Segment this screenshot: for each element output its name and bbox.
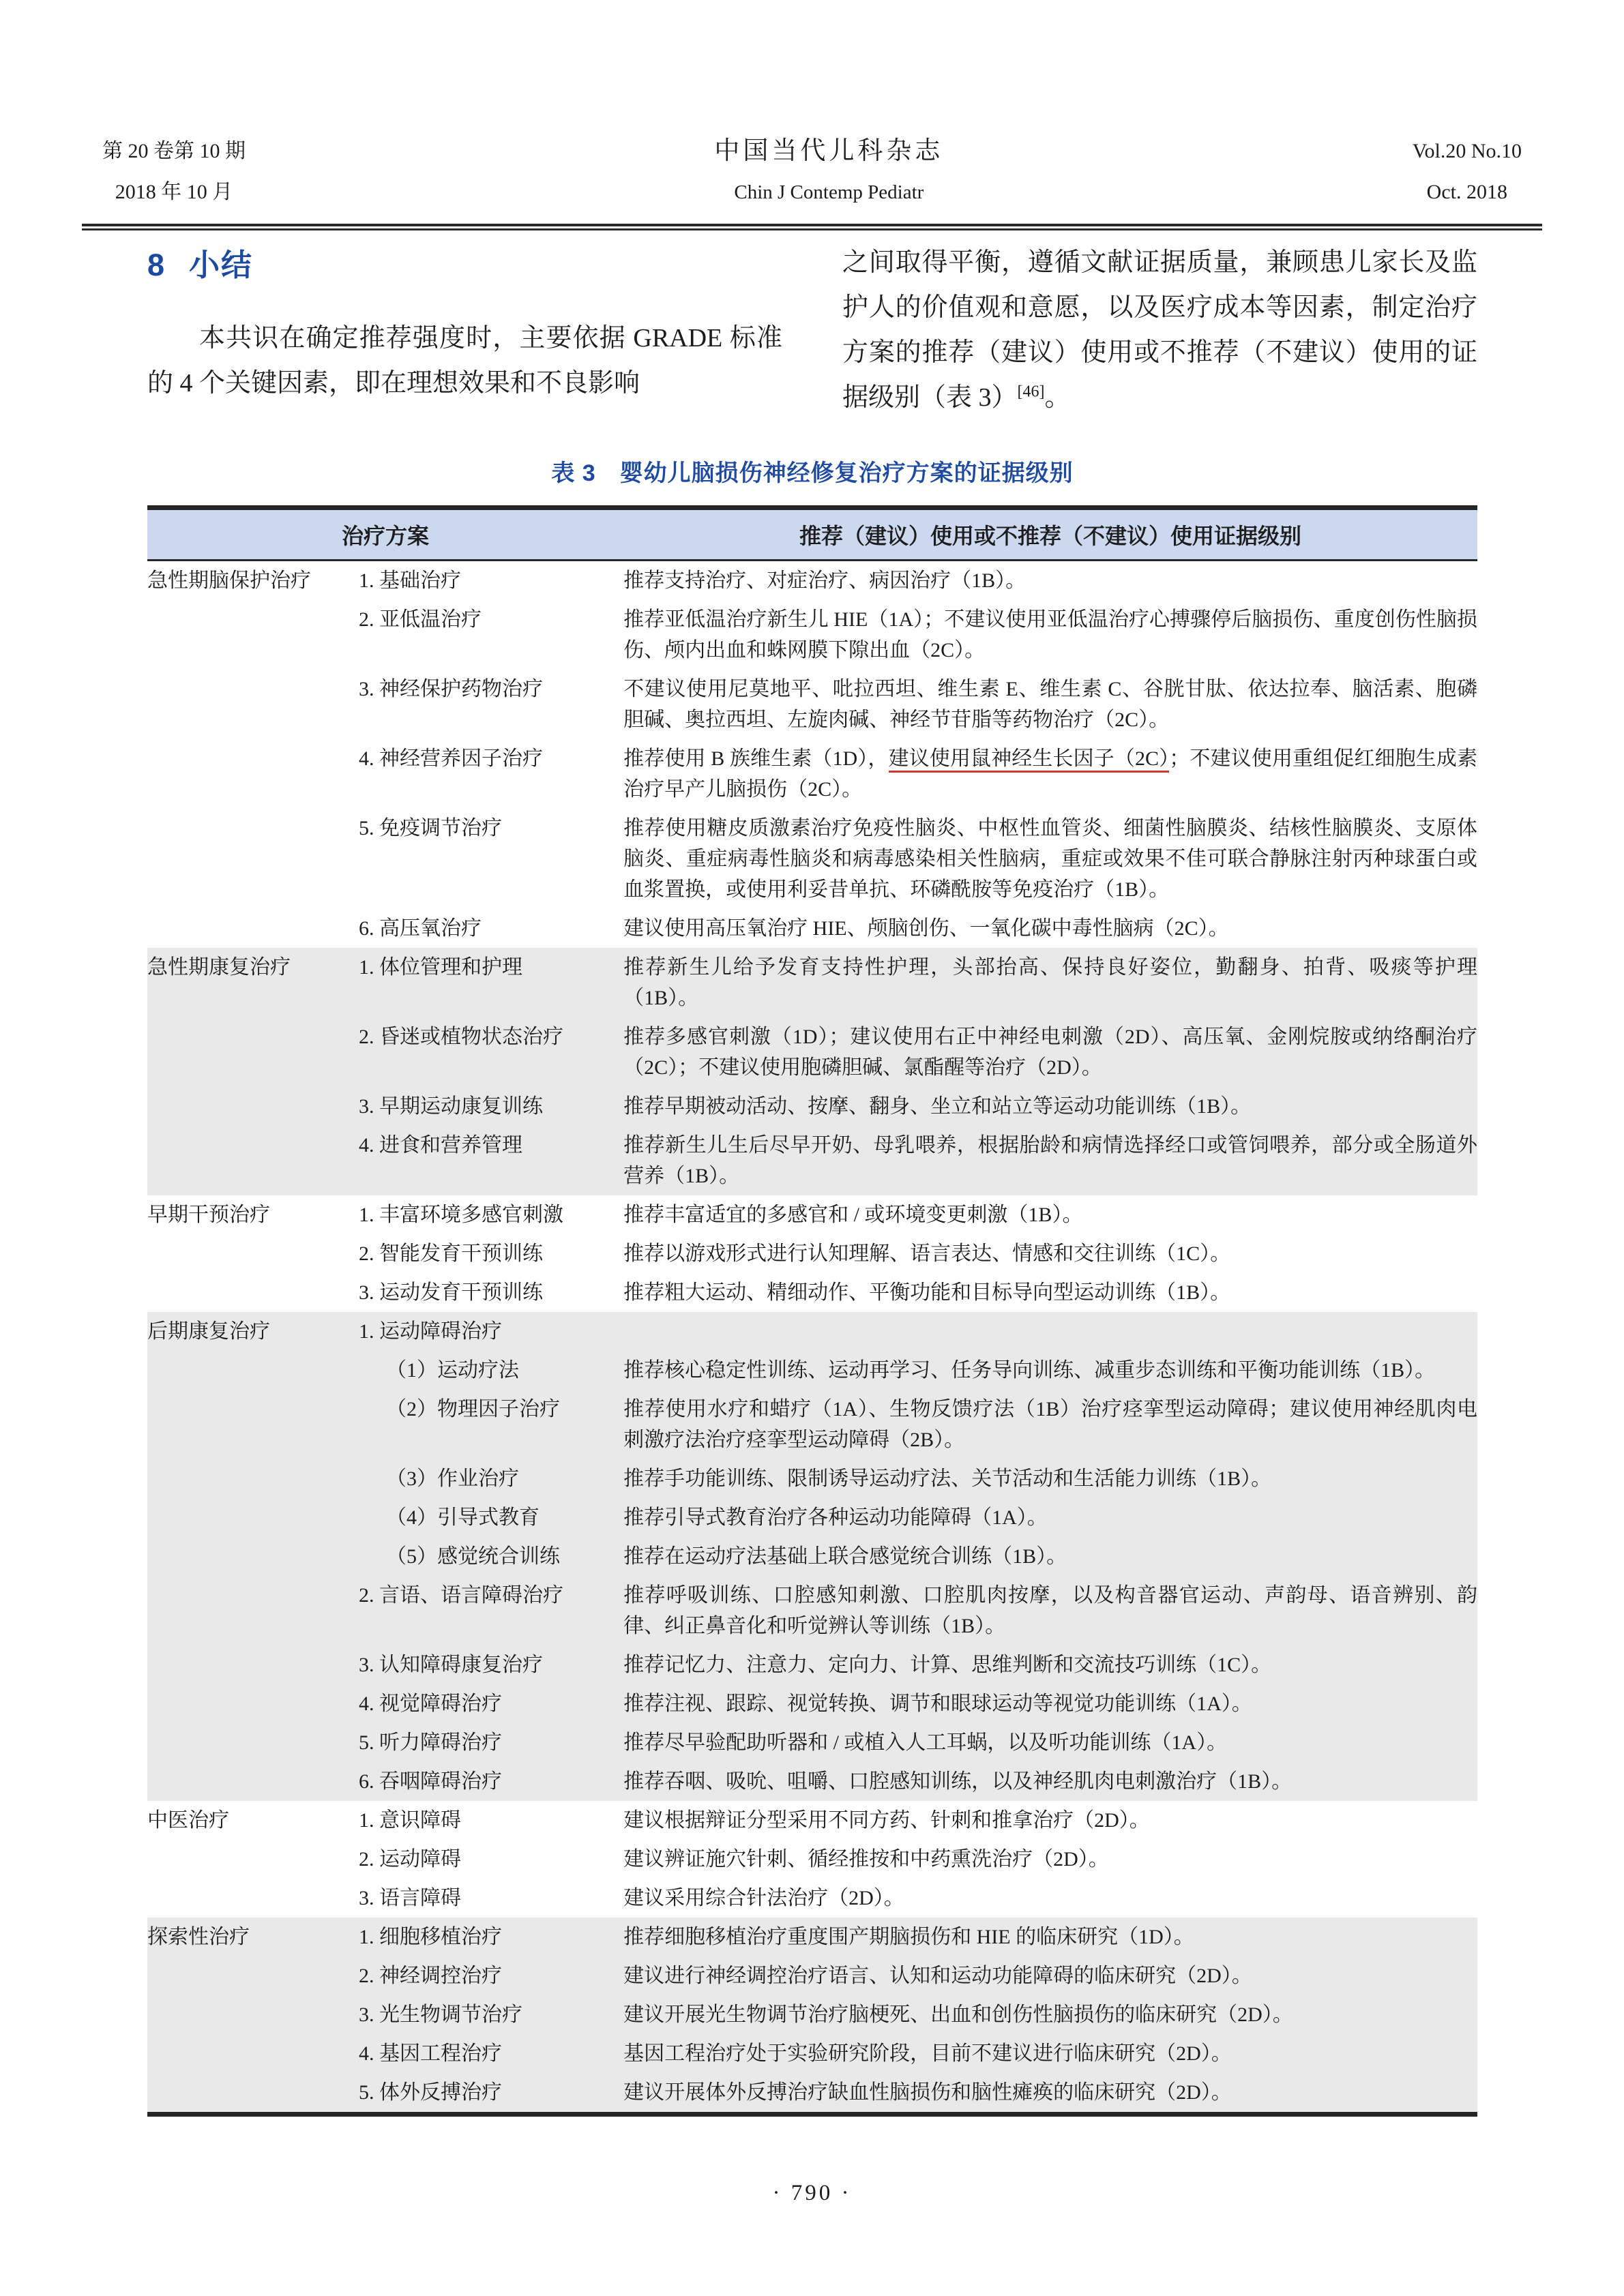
- item-cell: （4）引导式教育: [359, 1498, 623, 1537]
- category-cell: [147, 739, 359, 809]
- table-header-row: [147, 508, 1477, 561]
- category-cell: [147, 909, 359, 948]
- item-cell: 2. 昏迷或植物状态治疗: [359, 1017, 623, 1087]
- table-row: [147, 1017, 1477, 1087]
- citation-ref: [46]: [1017, 383, 1045, 401]
- item-cell: 1. 运动障碍治疗: [359, 1312, 623, 1351]
- plan-column-header: 治疗方案: [147, 508, 623, 561]
- desc-cell: 建议采用综合针法治疗（2D）。: [623, 1887, 904, 1909]
- category-cell: [147, 1498, 359, 1537]
- desc-cell: 建议开展光生物调节治疗脑梗死、出血和创伤性脑损伤的临床研究（2D）。: [623, 1995, 1477, 2034]
- category-cell: [147, 1576, 359, 1645]
- desc-cell: 推荐在运动疗法基础上联合感觉统合训练（1B）。: [623, 1537, 1477, 1576]
- category-cell: [147, 1762, 359, 1801]
- item-cell: 3. 运动发育干预训练: [359, 1281, 544, 1304]
- category-cell: [147, 1273, 359, 1312]
- desc-cell: 推荐新生儿生后尽早开奶、母乳喂养，根据胎龄和病情选择经口或管饲喂养，部分或全肠道外营养（1B）。: [623, 1126, 1477, 1195]
- desc-cell: 建议使用高压氧治疗 HIE、颅脑创伤、一氧化碳中毒性脑病（2C）。: [623, 917, 1229, 940]
- intro-right-text: 之间取得平衡，遵循文献证据质量，兼顾患儿家长及监护人的价值观和意愿，以及医疗成本等因素，制定治疗方案的推荐（建议）使用或不推荐（不建议）使用的证据级别（表 3）: [842, 248, 1477, 412]
- item-cell: 3. 语言障碍: [359, 1887, 462, 1909]
- table-row: [147, 1459, 1477, 1498]
- table-row: [147, 1195, 1477, 1234]
- table-row: [147, 1126, 1477, 1195]
- desc-cell: 推荐使用糖皮质激素治疗免疫性脑炎、中枢性血管炎、细菌性脑膜炎、结核性脑膜炎、支原体脑炎、重症病毒性脑炎和病毒感染相关性脑病，重症或效果不佳可联合静脉注射丙种球蛋白或血浆置换，或使用利妥昔单抗、环磷酰胺等免疫治疗（1B）。: [623, 817, 1477, 901]
- category-cell: [147, 2073, 359, 2115]
- item-cell: （3）作业治疗: [359, 1459, 623, 1498]
- category-cell: 早期干预治疗: [147, 1204, 270, 1226]
- item-cell: 5. 免疫调节治疗: [359, 817, 503, 839]
- section-number: 8: [147, 248, 166, 282]
- issue-volume-line: 第 20 卷第 10 期: [102, 140, 246, 162]
- item-cell: 6. 高压氧治疗: [359, 917, 482, 940]
- desc-cell: 不建议使用尼莫地平、吡拉西坦、维生素 E、维生素 C、谷胱甘肽、依达拉奉、脑活素、胞磷胆碱、奥拉西坦、左旋肉碱、神经节苷脂等药物治疗（2C）。: [623, 678, 1477, 731]
- desc-cell: 推荐呼吸训练、口腔感知刺激、口腔肌肉按摩，以及构音器官运动、声韵母、语音辨别、韵律、纠正鼻音化和听觉辨认等训练（1B）。: [623, 1576, 1477, 1645]
- intro-columns: [147, 240, 1477, 420]
- desc-cell: 推荐尽早验配助听器和 / 或植入人工耳蜗，以及听功能训练（1A）。: [623, 1723, 1477, 1762]
- category-cell: [147, 1234, 359, 1273]
- evidence-column-header: 推荐（建议）使用或不推荐（不建议）使用证据级别: [623, 508, 1477, 561]
- table-row: [147, 1684, 1477, 1723]
- volume-date-line: Oct. 2018: [1426, 181, 1507, 203]
- running-head: [102, 131, 1522, 213]
- table-row: [147, 1762, 1477, 1801]
- item-cell: 3. 认知障碍康复治疗: [359, 1645, 623, 1684]
- issue-info: [102, 131, 246, 213]
- table-row: [147, 1234, 1477, 1273]
- table-row: [147, 1576, 1477, 1645]
- intro-right-tail: 。: [1044, 383, 1071, 412]
- volume-number-line: Vol.20 No.10: [1412, 140, 1522, 162]
- category-cell: 后期康复治疗: [147, 1312, 359, 1351]
- page-number: · 790 ·: [772, 2181, 852, 2205]
- table-row: [147, 1273, 1477, 1312]
- intro-paragraph-right: [842, 240, 1477, 420]
- category-cell: [147, 1995, 359, 2034]
- category-cell: [147, 1017, 359, 1087]
- item-cell: 4. 进食和营养管理: [359, 1126, 623, 1195]
- desc-cell: 建议开展体外反搏治疗缺血性脑损伤和脑性瘫痪的临床研究（2D）。: [623, 2073, 1477, 2115]
- journal-title-en: Chin J Contemp Pediatr: [734, 181, 924, 203]
- item-cell: 6. 吞咽障碍治疗: [359, 1762, 623, 1801]
- table-row: [147, 561, 1477, 601]
- desc-cell: 推荐核心稳定性训练、运动再学习、任务导向训练、减重步态训练和平衡功能训练（1B）。: [623, 1351, 1477, 1390]
- category-cell: [147, 1956, 359, 1995]
- table-caption: 表 3 婴幼儿脑损伤神经修复治疗方案的证据级别: [551, 460, 1074, 486]
- category-cell: [147, 600, 359, 670]
- desc-cell: 推荐引导式教育治疗各种运动功能障碍（1A）。: [623, 1498, 1477, 1537]
- evidence-table-body: [147, 561, 1477, 2115]
- table-row: [147, 1537, 1477, 1576]
- item-cell: 3. 早期运动康复训练: [359, 1087, 623, 1126]
- table-row: [147, 1995, 1477, 2034]
- desc-cell: 推荐支持治疗、对症治疗、病因治疗（1B）。: [623, 569, 1027, 592]
- evidence-table-head: [147, 508, 1477, 561]
- intro-paragraph-left: 本共识在确定推荐强度时，主要依据 GRADE 标准的 4 个关键因素，即在理想效果和不良影响: [147, 324, 782, 398]
- item-cell: （5）感觉统合训练: [359, 1537, 623, 1576]
- table-row: [147, 948, 1477, 1017]
- desc-cell: 推荐亚低温治疗新生儿 HIE（1A）；不建议使用亚低温治疗心搏骤停后脑损伤、重度创伤性脑损伤、颅内出血和蛛网膜下隙出血（2C）。: [623, 608, 1477, 661]
- category-cell: [147, 1723, 359, 1762]
- category-cell: [147, 2034, 359, 2073]
- table-row: [147, 1312, 1477, 1351]
- journal-title-block: [714, 131, 943, 213]
- table-row: [147, 909, 1477, 948]
- category-cell: [147, 1840, 359, 1879]
- desc-cell: 推荐手功能训练、限制诱导运动疗法、关节活动和生活能力训练（1B）。: [623, 1459, 1477, 1498]
- desc-cell: 推荐注视、跟踪、视觉转换、调节和眼球运动等视觉功能训练（1A）。: [623, 1684, 1477, 1723]
- category-cell: 中医治疗: [147, 1809, 229, 1832]
- table-row: [147, 1918, 1477, 1956]
- table-row: [147, 739, 1477, 809]
- category-cell: [147, 1645, 359, 1684]
- category-cell: [147, 1390, 359, 1459]
- desc-cell: 推荐细胞移植治疗重度围产期脑损伤和 HIE 的临床研究（1D）。: [623, 1918, 1477, 1956]
- category-cell: 探索性治疗: [147, 1918, 359, 1956]
- volume-info: [1413, 131, 1522, 213]
- desc-cell: 建议辨证施穴针刺、循经推按和中药熏洗治疗（2D）。: [623, 1848, 1109, 1870]
- table-row: [147, 1840, 1477, 1879]
- desc-cell: 建议进行神经调控治疗语言、认知和运动功能障碍的临床研究（2D）。: [623, 1956, 1477, 1995]
- table-row: [147, 1390, 1477, 1459]
- intro-right-column: [842, 240, 1477, 420]
- desc-cell: 推荐粗大运动、精细动作、平衡功能和目标导向型运动训练（1B）。: [623, 1281, 1231, 1304]
- table-row: [147, 1956, 1477, 1995]
- item-cell: 1. 细胞移植治疗: [359, 1918, 623, 1956]
- desc-cell: 推荐吞咽、吸吮、咀嚼、口腔感知训练，以及神经肌肉电刺激治疗（1B）。: [623, 1762, 1477, 1801]
- category-cell: [147, 809, 359, 909]
- desc-cell: 推荐多感官刺激（1D）；建议使用右正中神经电刺激（2D）、高压氧、金刚烷胺或纳络酮治疗（2C）；不建议使用胞磷胆碱、氯酯醒等治疗（2D）。: [623, 1017, 1477, 1087]
- desc-cell: 推荐使用水疗和蜡疗（1A）、生物反馈疗法（1B）治疗痉挛型运动障碍；建议使用神经肌肉电刺激疗法治疗痉挛型运动障碍（2B）。: [623, 1390, 1477, 1459]
- evidence-table-section: [147, 454, 1477, 2117]
- item-cell: 1. 意识障碍: [359, 1809, 462, 1832]
- category-cell: 急性期康复治疗: [147, 948, 359, 1017]
- table-row: [147, 1879, 1477, 1918]
- table-row: [147, 1801, 1477, 1840]
- section-title: 小结: [189, 248, 254, 282]
- item-cell: 3. 神经保护药物治疗: [359, 678, 544, 700]
- issue-date-line: 2018 年 10 月: [115, 181, 233, 203]
- section-heading: [147, 250, 782, 280]
- table-row: [147, 1645, 1477, 1684]
- item-cell: （2）物理因子治疗: [359, 1390, 623, 1459]
- item-cell: 4. 视觉障碍治疗: [359, 1684, 623, 1723]
- evidence-table: [147, 505, 1477, 2117]
- journal-title-cn: 中国当代儿科杂志: [714, 137, 944, 165]
- item-cell: 5. 听力障碍治疗: [359, 1723, 623, 1762]
- table-row: [147, 1351, 1477, 1390]
- category-cell: 急性期脑保护治疗: [147, 569, 311, 592]
- item-cell: 1. 基础治疗: [359, 569, 462, 592]
- item-cell: 2. 智能发育干预训练: [359, 1242, 544, 1265]
- item-cell: （1）运动疗法: [359, 1351, 623, 1390]
- item-cell: 4. 基因工程治疗: [359, 2034, 623, 2073]
- item-cell: 4. 神经营养因子治疗: [359, 747, 544, 770]
- table-row: [147, 809, 1477, 909]
- table-row: [147, 1723, 1477, 1762]
- desc-cell: 推荐以游戏形式进行认知理解、语言表达、情感和交往训练（1C）。: [623, 1242, 1231, 1265]
- item-cell: 2. 神经调控治疗: [359, 1956, 623, 1995]
- desc-cell: 推荐新生儿给予发育支持性护理，头部抬高、保持良好姿位，勤翻身、拍背、吸痰等护理（1B）。: [623, 948, 1477, 1017]
- table-row: [147, 600, 1477, 670]
- table-row: [147, 2073, 1477, 2115]
- table-row: [147, 670, 1477, 739]
- desc-cell: [623, 739, 1477, 809]
- intro-left-column: [147, 240, 782, 420]
- desc-cell: 推荐丰富适宜的多感官和 / 或环境变更刺激（1B）。: [623, 1204, 1083, 1226]
- desc-cell: [623, 1312, 1477, 1351]
- category-cell: [147, 1459, 359, 1498]
- item-cell: 1. 体位管理和护理: [359, 948, 623, 1017]
- desc-cell: 推荐记忆力、注意力、定向力、计算、思维判断和交流技巧训练（1C）。: [623, 1645, 1477, 1684]
- category-cell: [147, 1684, 359, 1723]
- item-cell: 1. 丰富环境多感官刺激: [359, 1204, 564, 1226]
- desc-cell: 基因工程治疗处于实验研究阶段，目前不建议进行临床研究（2D）。: [623, 2034, 1477, 2073]
- item-cell: 5. 体外反搏治疗: [359, 2073, 623, 2115]
- table-row: [147, 1498, 1477, 1537]
- category-cell: [147, 1126, 359, 1195]
- item-cell: 3. 光生物调节治疗: [359, 1995, 623, 2034]
- desc-cell: 推荐早期被动活动、按摩、翻身、坐立和站立等运动功能训练（1B）。: [623, 1087, 1477, 1126]
- desc-cell: 建议根据辩证分型采用不同方药、针刺和推拿治疗（2D）。: [623, 1809, 1150, 1832]
- header-double-rule: [82, 224, 1542, 230]
- category-cell: [147, 670, 359, 739]
- table-row: [147, 2034, 1477, 2073]
- category-cell: [147, 1879, 359, 1918]
- red-underlined-text: 建议使用鼠神经生长因子（2C）: [889, 747, 1170, 773]
- category-cell: [147, 1087, 359, 1126]
- category-cell: [147, 1351, 359, 1390]
- desc-text: ；不建议使用重组促红细胞生成素治疗早产儿脑损伤（2C）。: [623, 747, 1477, 801]
- item-cell: 2. 亚低温治疗: [359, 608, 482, 631]
- item-cell: 2. 运动障碍: [359, 1848, 462, 1870]
- table-row: [147, 1087, 1477, 1126]
- desc-text: 推荐使用 B 族维生素（1D），: [623, 747, 889, 770]
- item-cell: 2. 言语、语言障碍治疗: [359, 1576, 623, 1645]
- category-cell: [147, 1537, 359, 1576]
